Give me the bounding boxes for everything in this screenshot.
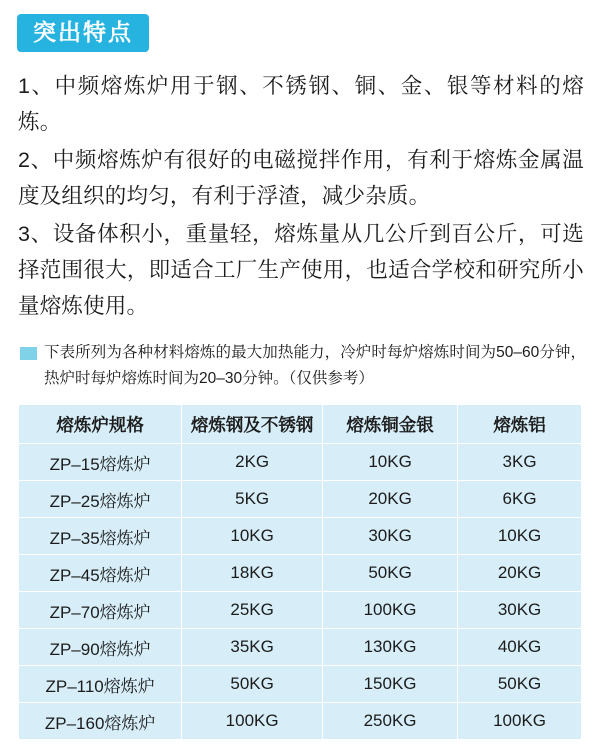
- table-cell: 20KG: [458, 555, 582, 592]
- table-cell: ZP–45熔炼炉: [19, 555, 182, 592]
- table-cell: 25KG: [182, 592, 323, 629]
- table-row: [19, 518, 582, 555]
- table-cell: ZP–25熔炼炉: [19, 481, 182, 518]
- feature-paragraph-2: 2、中频熔炼炉有很好的电磁搅拌作用，有利于熔炼金属温度及组织的均匀，有利于浮渣，减少杂质。: [18, 148, 584, 208]
- table-cell: 130KG: [323, 629, 458, 666]
- table-cell: ZP–35熔炼炉: [19, 518, 182, 555]
- section-title-badge: 突出特点: [17, 14, 149, 52]
- table-cell: ZP–15熔炼炉: [19, 444, 182, 481]
- table-note: [14, 340, 586, 392]
- spec-table-body: [19, 444, 582, 740]
- table-cell: ZP–160熔炼炉: [19, 703, 182, 740]
- table-cell: 2KG: [182, 444, 323, 481]
- table-cell: 50KG: [323, 555, 458, 592]
- table-cell: 6KG: [458, 481, 582, 518]
- table-header-cell: 熔炼铝: [458, 405, 582, 444]
- square-marker-icon: [20, 347, 37, 360]
- spec-table-wrap: [14, 404, 586, 740]
- table-cell: 40KG: [458, 629, 582, 666]
- table-cell: 5KG: [182, 481, 323, 518]
- table-row: [19, 703, 582, 740]
- table-cell: 20KG: [323, 481, 458, 518]
- feature-paragraph-1: 1、中频熔炼炉用于钢、不锈钢、铜、金、银等材料的熔炼。: [18, 74, 584, 134]
- table-cell: ZP–70熔炼炉: [19, 592, 182, 629]
- table-cell: 150KG: [323, 666, 458, 703]
- table-header-cell: 熔炼钢及不锈钢: [182, 405, 323, 444]
- table-cell: 250KG: [323, 703, 458, 740]
- table-cell: 10KG: [458, 518, 582, 555]
- table-note-text: 下表所列为各种材料熔炼的最大加热能力，冷炉时每炉熔炼时间为50–60分钟，热炉时每炉熔炼时间为20–30分钟。（仅供参考）: [44, 344, 586, 387]
- table-cell: 100KG: [323, 592, 458, 629]
- table-header-cell: 熔炼炉规格: [19, 405, 182, 444]
- table-cell: 30KG: [458, 592, 582, 629]
- table-cell: 30KG: [323, 518, 458, 555]
- table-row: [19, 481, 582, 518]
- table-row: [19, 666, 582, 703]
- header-badge-row: [14, 0, 586, 52]
- table-row: [19, 555, 582, 592]
- table-cell: 100KG: [182, 703, 323, 740]
- table-cell: 35KG: [182, 629, 323, 666]
- spec-table: [18, 404, 582, 740]
- table-cell: ZP–90熔炼炉: [19, 629, 182, 666]
- feature-paragraph-list: [14, 68, 586, 324]
- table-header-cell: 熔炼铜金银: [323, 405, 458, 444]
- table-cell: ZP–110熔炼炉: [19, 666, 182, 703]
- table-cell: 50KG: [182, 666, 323, 703]
- table-row: [19, 592, 582, 629]
- table-header-row: [19, 405, 582, 444]
- table-cell: 3KG: [458, 444, 582, 481]
- table-cell: 18KG: [182, 555, 323, 592]
- table-cell: 10KG: [182, 518, 323, 555]
- spec-table-head: [19, 405, 582, 444]
- table-cell: 10KG: [323, 444, 458, 481]
- table-row: [19, 444, 582, 481]
- feature-paragraph-3: 3、设备体积小，重量轻，熔炼量从几公斤到百公斤，可选择范围很大，即适合工厂生产使用，也适合学校和研究所小量熔炼使用。: [18, 222, 584, 318]
- table-row: [19, 629, 582, 666]
- table-cell: 100KG: [458, 703, 582, 740]
- table-cell: 50KG: [458, 666, 582, 703]
